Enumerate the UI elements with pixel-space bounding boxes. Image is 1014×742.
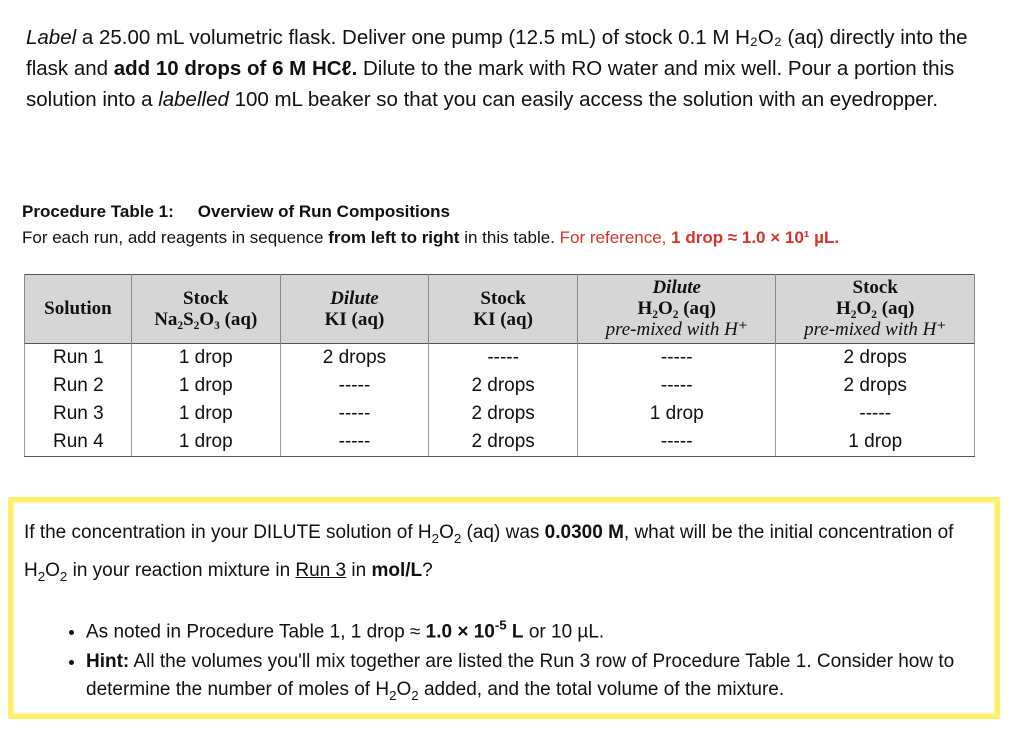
procedure-sub-a: For each run, add reagents in sequence xyxy=(22,228,329,247)
question-concentration: 0.0300 M xyxy=(544,522,624,543)
header-solution: Solution xyxy=(25,275,132,344)
procedure-title-right: Overview of Run Compositions xyxy=(197,202,450,221)
table-cell: 2 drops xyxy=(429,372,578,400)
table-cell: ----- xyxy=(577,344,776,373)
procedure-sub-b: in this table. xyxy=(459,228,560,247)
intro-labelled-word: labelled xyxy=(158,88,229,111)
procedure-title-left: Procedure Table 1: xyxy=(22,202,174,221)
table-cell: 1 drop xyxy=(131,372,280,400)
table-cell: 1 drop xyxy=(776,428,975,457)
intro-bold-hcl: add 10 drops of 6 M HCℓ. xyxy=(113,57,358,80)
hint-drop-volume: • As noted in Procedure Table 1, 1 drop ≈ $1.0 \times 10^{-5}$ L or 10 µL. xyxy=(86,612,1006,646)
header-stock-h2o2: Stock H₂O₂ (aq) pre-mixed with H⁺ xyxy=(776,275,975,344)
table-row xyxy=(25,428,975,457)
header-dilute-ki: Dilute KI (aq) xyxy=(280,275,429,344)
run-label: Run 3 xyxy=(25,400,132,428)
table-cell: 1 drop xyxy=(131,400,280,428)
intro-paragraph xyxy=(26,22,986,115)
table-cell: ----- xyxy=(280,428,429,457)
intro-text-1: a 25.00 mL volumetric flask. Deliver one pump (12.5 mL) of stock 0.1 M H₂O₂ (aq) directly into the flask and xyxy=(26,26,968,80)
table-cell: 2 drops xyxy=(429,400,578,428)
question-text: If the concentration in your DILUTE solution of $H_2O_2$ (aq) was 0.0300 M, what will be the initial concentration of $H_2O_2$ in your reaction mixture in Run 3 in mol/L? xyxy=(24,522,954,584)
table-cell: 1 drop xyxy=(577,400,776,428)
table-cell: ----- xyxy=(280,372,429,400)
procedure-sub-red-bold: 1 drop ≈ 1.0 × 10¹ µL. xyxy=(671,228,840,247)
run-label: Run 1 xyxy=(25,344,132,373)
table-row xyxy=(25,344,975,373)
table-cell: ----- xyxy=(429,344,578,373)
table-row xyxy=(25,372,975,400)
table-cell: 1 drop xyxy=(131,344,280,373)
intro-text-3: 100 mL beaker so that you can easily access the solution with an eyedropper. xyxy=(228,88,939,111)
table-cell: ----- xyxy=(280,400,429,428)
hint-volumes: • Hint: All the volumes you'll mix together are listed the Run 3 row of Procedure Table 1. Consider how to determine the number of moles of $H_2O_2$ added, and the total volume of the mixture. xyxy=(86,648,1006,710)
question-units: mol/L xyxy=(371,559,423,581)
intro-label-word: Label xyxy=(26,26,77,49)
table-cell: 2 drops xyxy=(776,344,975,373)
hints-list xyxy=(56,612,1006,712)
table-cell: 2 drops xyxy=(776,372,975,400)
table-row xyxy=(25,400,975,428)
procedure-title xyxy=(22,202,450,222)
procedure-subtitle xyxy=(22,228,1002,248)
table-cell: 2 drops xyxy=(429,428,578,457)
header-stock-thiosulfate: Stock Na₂S₂O₃ (aq) xyxy=(131,275,280,344)
run-label: Run 4 xyxy=(25,428,132,457)
table-cell: ----- xyxy=(776,400,975,428)
table-cell: 2 drops xyxy=(280,344,429,373)
run-label: Run 2 xyxy=(25,372,132,400)
procedure-sub-bold: from left to right xyxy=(328,228,460,247)
table-header-row xyxy=(25,275,975,344)
run-compositions-table xyxy=(24,274,975,457)
procedure-sub-red: For reference, xyxy=(559,228,672,247)
table-cell: ----- xyxy=(577,372,776,400)
table-cell: ----- xyxy=(577,428,776,457)
question-run-ref: Run 3 xyxy=(295,559,347,581)
intro-text-2: Dilute to the mark with RO water and mix well. Pour a portion this solution into a xyxy=(26,57,955,111)
table-cell: 1 drop xyxy=(131,428,280,457)
header-dilute-h2o2: Dilute H₂O₂ (aq) pre-mixed with H⁺ xyxy=(577,275,776,344)
header-stock-ki: Stock KI (aq) xyxy=(429,275,578,344)
